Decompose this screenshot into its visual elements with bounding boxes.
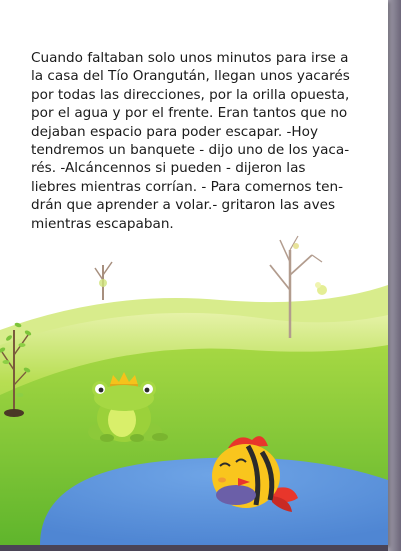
distant-tree-icon: [95, 262, 112, 300]
story-text: Cuando faltaban solo unos minutos para irse a la casa del Tío Orangután, llegan unos yacarés por todas las direcciones, por la orilla opuesta, por el agua y por el frente. Eran tantos que no dejaban espacio para poder escapar. -Hoy tendremos un banquete - dijo uno de los yaca- rés. -Alcáncennos si pueden - dijeron las liebres mientras corrían. - Para comernos ten- drán que aprender a volar.- gritaron las aves mientras escapaban.: [31, 50, 350, 232]
page-bottom-edge: [0, 545, 388, 551]
